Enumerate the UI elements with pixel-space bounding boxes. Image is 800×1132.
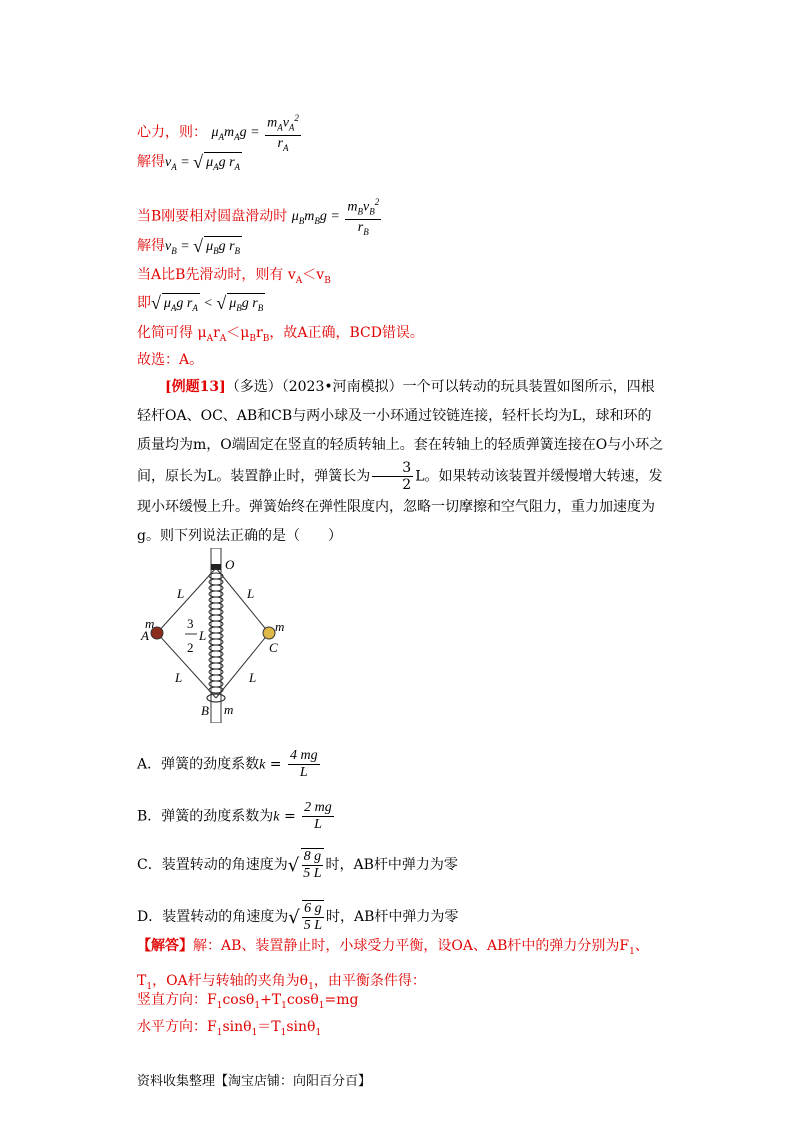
label-three: 3: [187, 616, 194, 631]
rod-oc: [216, 568, 269, 633]
formula-vb: $v_B$ = √ $\mu_Bg$ $r_B$: [165, 239, 242, 254]
label-m-ring: m: [224, 702, 234, 717]
formula-inequality: √ $\mu_Ag$ $r_A$ < √ $\mu_Bg$ $r_B$: [151, 296, 265, 311]
label-l-oa: L: [177, 586, 185, 601]
solution-line-2: 解得$v_A$ = √ $\mu_Ag$ $r_A$: [137, 152, 242, 177]
option-b[interactable]: B．弹簧的劲度系数为k = $\frac{2 mg}{L}$: [137, 800, 332, 832]
solution-line-7: 化简可得 $\mu_Ar_A<\mu_Br_B$，故A正确，BCD错误。: [137, 325, 424, 344]
label-two: 2: [187, 640, 194, 655]
problem-statement: [例题13]（多选）（2023•河南模拟）一个可以转动的玩具装置如图所示，四根轻杆OA、OC、AB和CB与两小球及一小环通过铰链连接，轻杆长均为L，球和环的质量均为m，O端固定在竖直的轻质转轴上。套在转轴上的轻质弹簧连接在O与小环之间，原长为L。装置静止时，弹簧长为 $\frac{3}{2}$ L。如果转动该装置并缓慢增大转速，发现小环缓慢上升。弹簧始终在弹性限度内，忽略一切摩擦和空气阻力，重力加速度为g。则下列说法正确的是（ ）: [137, 379, 664, 544]
answer-vertical: 竖直方向：$F_1\cos\theta_1+T_1\cos\theta_1=mg$: [137, 992, 359, 1011]
label-b: B: [201, 703, 209, 718]
shaft: [211, 548, 221, 723]
formula-friction-a: $\mu_Am_Ag$ = $\frac{m_Av_A^2}{r_A}$: [211, 125, 302, 140]
formula-friction-b: $\mu_Bm_Bg$ = $\frac{m_Bv_B^2}{r_B}$: [292, 209, 383, 224]
shaft-top-block: [211, 564, 221, 570]
apparatus-diagram: [135, 548, 305, 723]
apparatus-figure: [135, 548, 305, 727]
footer: 资料收集整理【淘宝店铺：向阳百分百】: [137, 1074, 372, 1089]
solution-line-8: 故选：A。: [137, 352, 204, 368]
label-l-oc: L: [247, 586, 255, 601]
option-a[interactable]: A．弹簧的劲度系数k = $\frac{4 mg}{L}$: [137, 748, 318, 780]
formula-va: $v_A$ = √ $\mu_Ag$ $r_A$: [165, 155, 242, 170]
label-o: O: [225, 557, 235, 572]
label-m-a: m: [145, 616, 155, 631]
solution-line-5: 当A比B先滑动时，则有 $v_A<v_B$: [137, 267, 331, 286]
label-m-c: m: [275, 619, 285, 634]
label-l-spring: L: [199, 628, 207, 643]
ball-c: [263, 627, 275, 639]
label-c: C: [269, 640, 278, 655]
solution-line-3: 当B刚要相对圆盘滑动时 $\mu_Bm_Bg$ = $\frac{m_Bv_B^2}{r_B}$: [137, 194, 383, 240]
fraction-three-halves: $\frac{3}{2}$: [372, 460, 413, 493]
answer-paragraph: 【解答】解：AB、装置静止时，小球受力平衡，设OA、AB杆中的弹力分别为$F_1$、$T_1$，OA杆与转轴的夹角为$\theta_1$，由平衡条件得：: [137, 938, 649, 992]
solution-line-4: 解得$v_B$ = √ $\mu_Bg$ $r_B$: [137, 236, 242, 261]
answer-horizontal: 水平方向：$F_1\sin\theta_1=T_1\sin\theta_1$: [137, 1019, 322, 1038]
rod-cb: [216, 633, 269, 698]
label-l-cb: L: [249, 670, 257, 685]
label-a: A: [141, 628, 149, 643]
option-d[interactable]: D．装置转动的角速度为√ $\frac{6 g}{5 L}$ 时，AB杆中弹力为零: [137, 901, 459, 933]
option-c[interactable]: C．装置转动的角速度为√ $\frac{8 g}{5 L}$ 时，AB杆中弹力为零: [137, 849, 458, 881]
solution-line-6: 即√ $\mu_Ag$ $r_A$ < √ $\mu_Bg$ $r_B$: [137, 293, 265, 318]
label-l-ab: L: [175, 670, 183, 685]
solution-line-1: 心力，则： $\mu_Am_Ag$ = $\frac{m_Av_A^2}{r_A}$: [137, 110, 303, 156]
